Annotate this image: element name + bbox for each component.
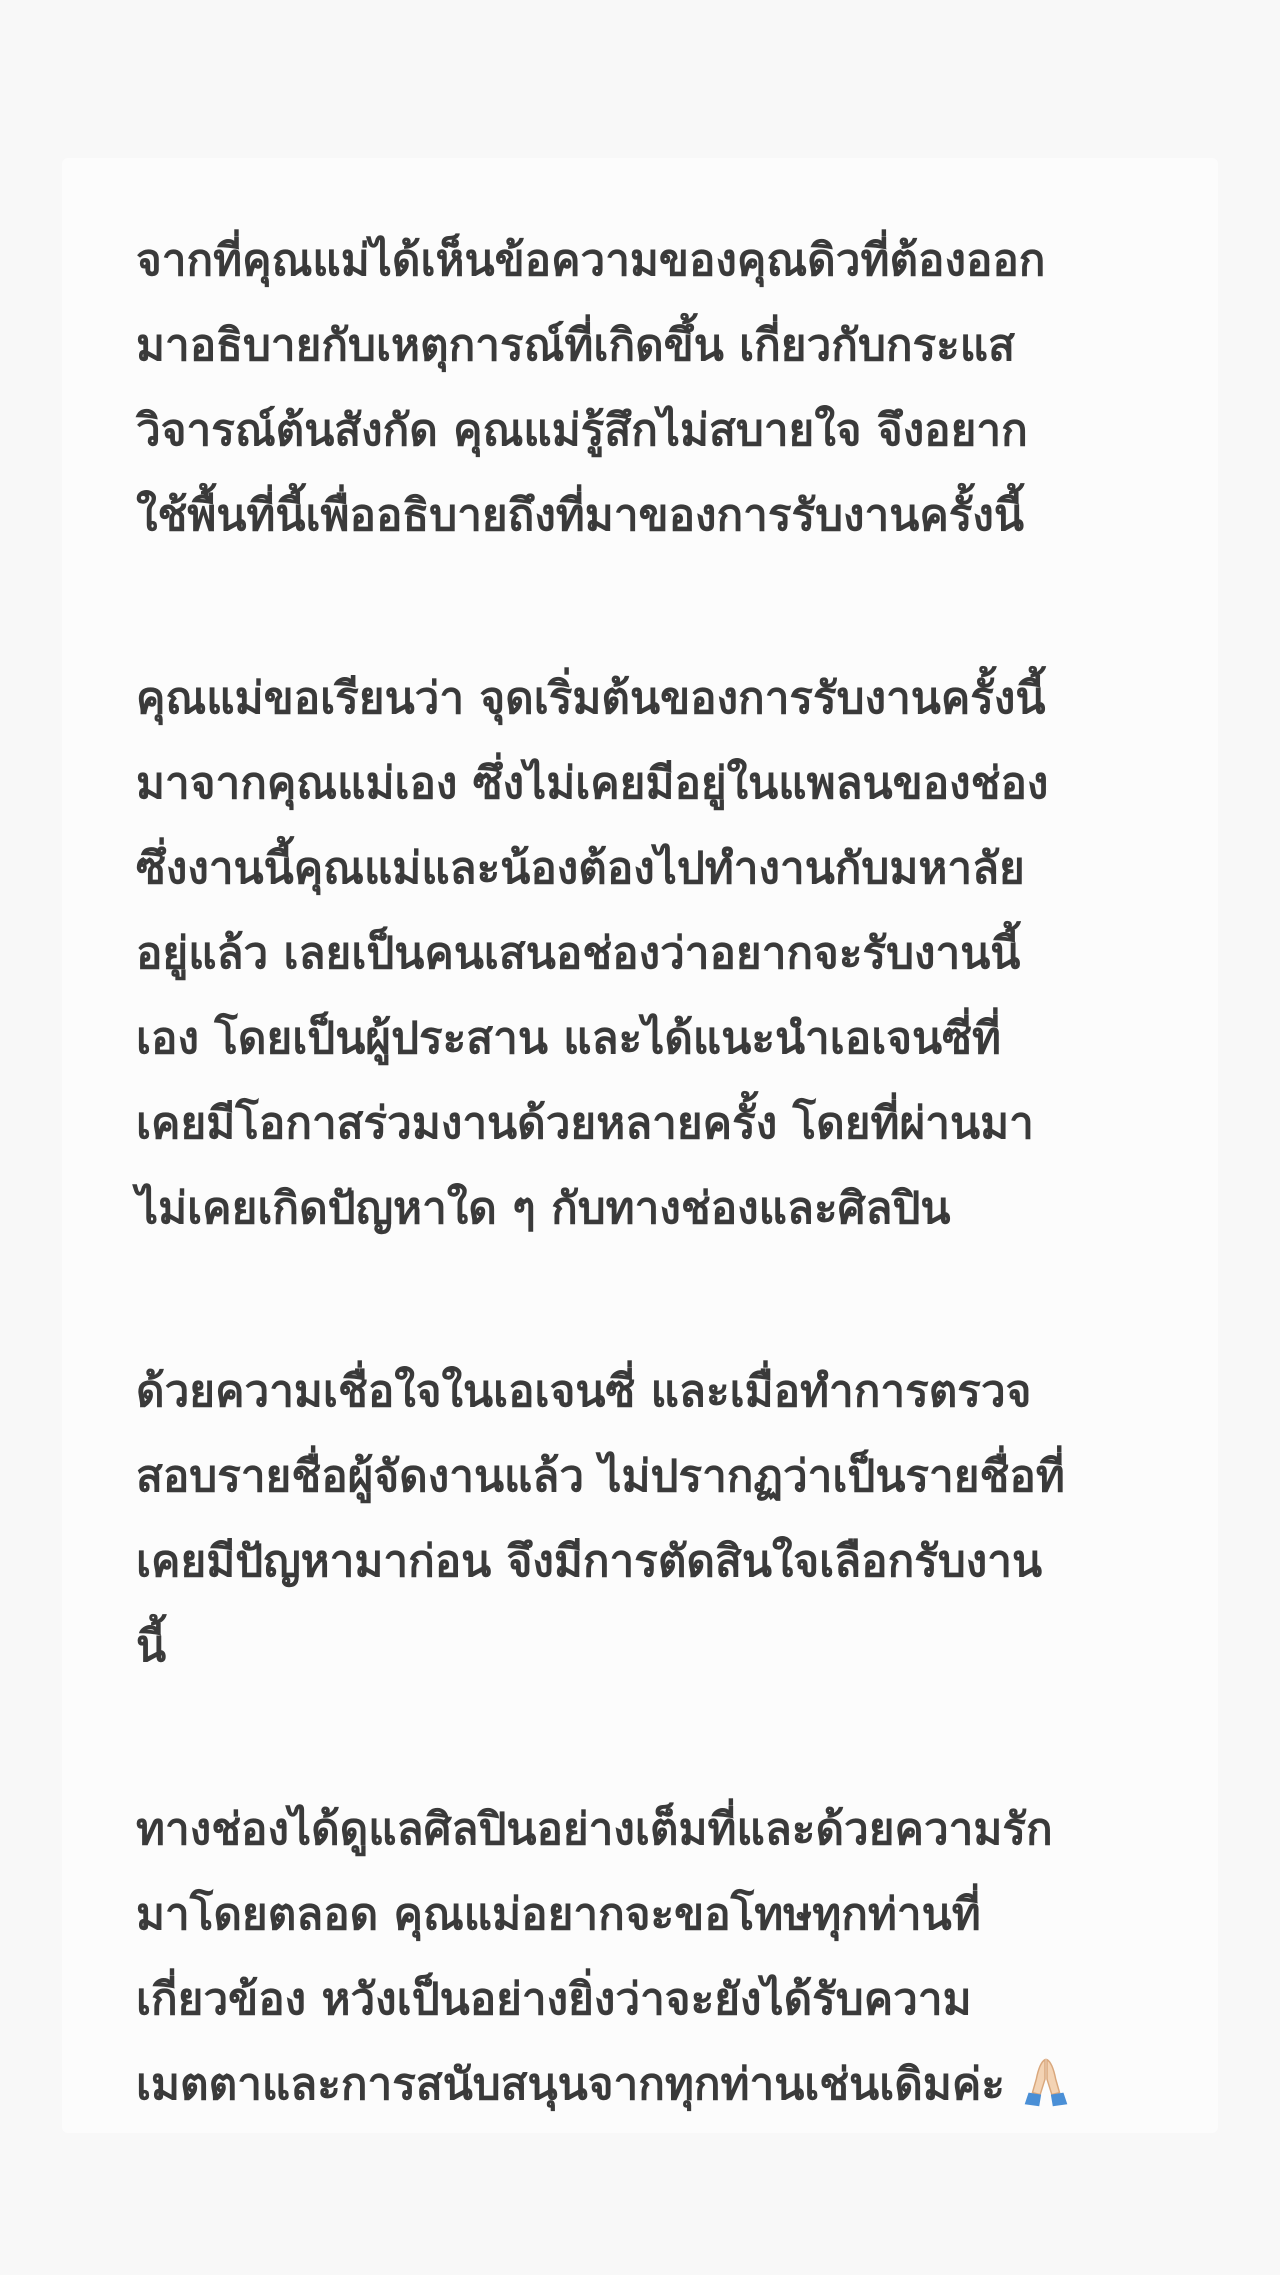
text-line: เคยมีปัญหามาก่อน จึงมีการตัดสินใจเลือกรับงาน — [136, 1536, 1043, 1587]
text-line: คุณแม่ขอเรียนว่า จุดเริ่มต้นของการรับงานครั้งนี้ — [136, 673, 1046, 724]
text-line: ซึ่งงานนี้คุณแม่และน้องต้องไปทำงานกับมหาลัย — [136, 843, 1025, 894]
text-line: อยู่แล้ว เลยเป็นคนเสนอช่องว่าอยากจะรับงานนี้ — [136, 928, 1021, 979]
text-line: เมตตาและการสนับสนุนจากทุกท่านเช่นเดิมค่ะ — [136, 2059, 1005, 2110]
statement-text — [136, 218, 1156, 2127]
text-line: ใช้พื้นที่นี้เพื่ออธิบายถึงที่มาของการรับงานครั้งนี้ — [136, 490, 1024, 541]
text-line: ทางช่องได้ดูแลศิลปินอย่างเต็มที่และด้วยความรัก — [136, 1804, 1053, 1855]
text-line: นี้ — [136, 1621, 167, 1672]
text-line: เอง โดยเป็นผู้ประสาน และได้แนะนำเอเจนซี่ที่ — [136, 1013, 1001, 1064]
text-line: เกี่ยวข้อง หวังเป็นอย่างยิ่งว่าจะยังได้รับความ — [136, 1974, 972, 2025]
text-line: ด้วยความเชื่อใจในเอเจนซี่ และเมื่อทำการตรวจ — [136, 1366, 1032, 1417]
text-line: มาจากคุณแม่เอง ซึ่งไม่เคยมีอยู่ในแพลนของช่อง — [136, 758, 1049, 809]
text-line: จากที่คุณแม่ได้เห็นข้อความของคุณดิวที่ต้องออก — [136, 235, 1046, 286]
paragraph-3 — [136, 1349, 1156, 1689]
text-line: ไม่เคยเกิดปัญหาใด ๆ กับทางช่องและศิลปิน — [136, 1183, 951, 1234]
paragraph-4 — [136, 1787, 1156, 2127]
text-line: วิจารณ์ต้นสังกัด คุณแม่รู้สึกไม่สบายใจ จึงอยาก — [136, 405, 1028, 456]
text-line: มาอธิบายกับเหตุการณ์ที่เกิดขึ้น เกี่ยวกับกระแส — [136, 320, 1015, 371]
text-line: เคยมีโอกาสร่วมงานด้วยหลายครั้ง โดยที่ผ่านมา — [136, 1098, 1034, 1149]
text-line: มาโดยตลอด คุณแม่อยากจะขอโทษทุกท่านที่ — [136, 1889, 981, 1940]
paragraph-2 — [136, 656, 1156, 1251]
text-line-with-icon — [136, 2042, 1156, 2127]
paragraph-1 — [136, 218, 1156, 558]
text-line: สอบรายชื่อผู้จัดงานแล้ว ไม่ปรากฏว่าเป็นรายชื่อที่ — [136, 1451, 1065, 1502]
praying-hands-icon — [1015, 2050, 1077, 2112]
